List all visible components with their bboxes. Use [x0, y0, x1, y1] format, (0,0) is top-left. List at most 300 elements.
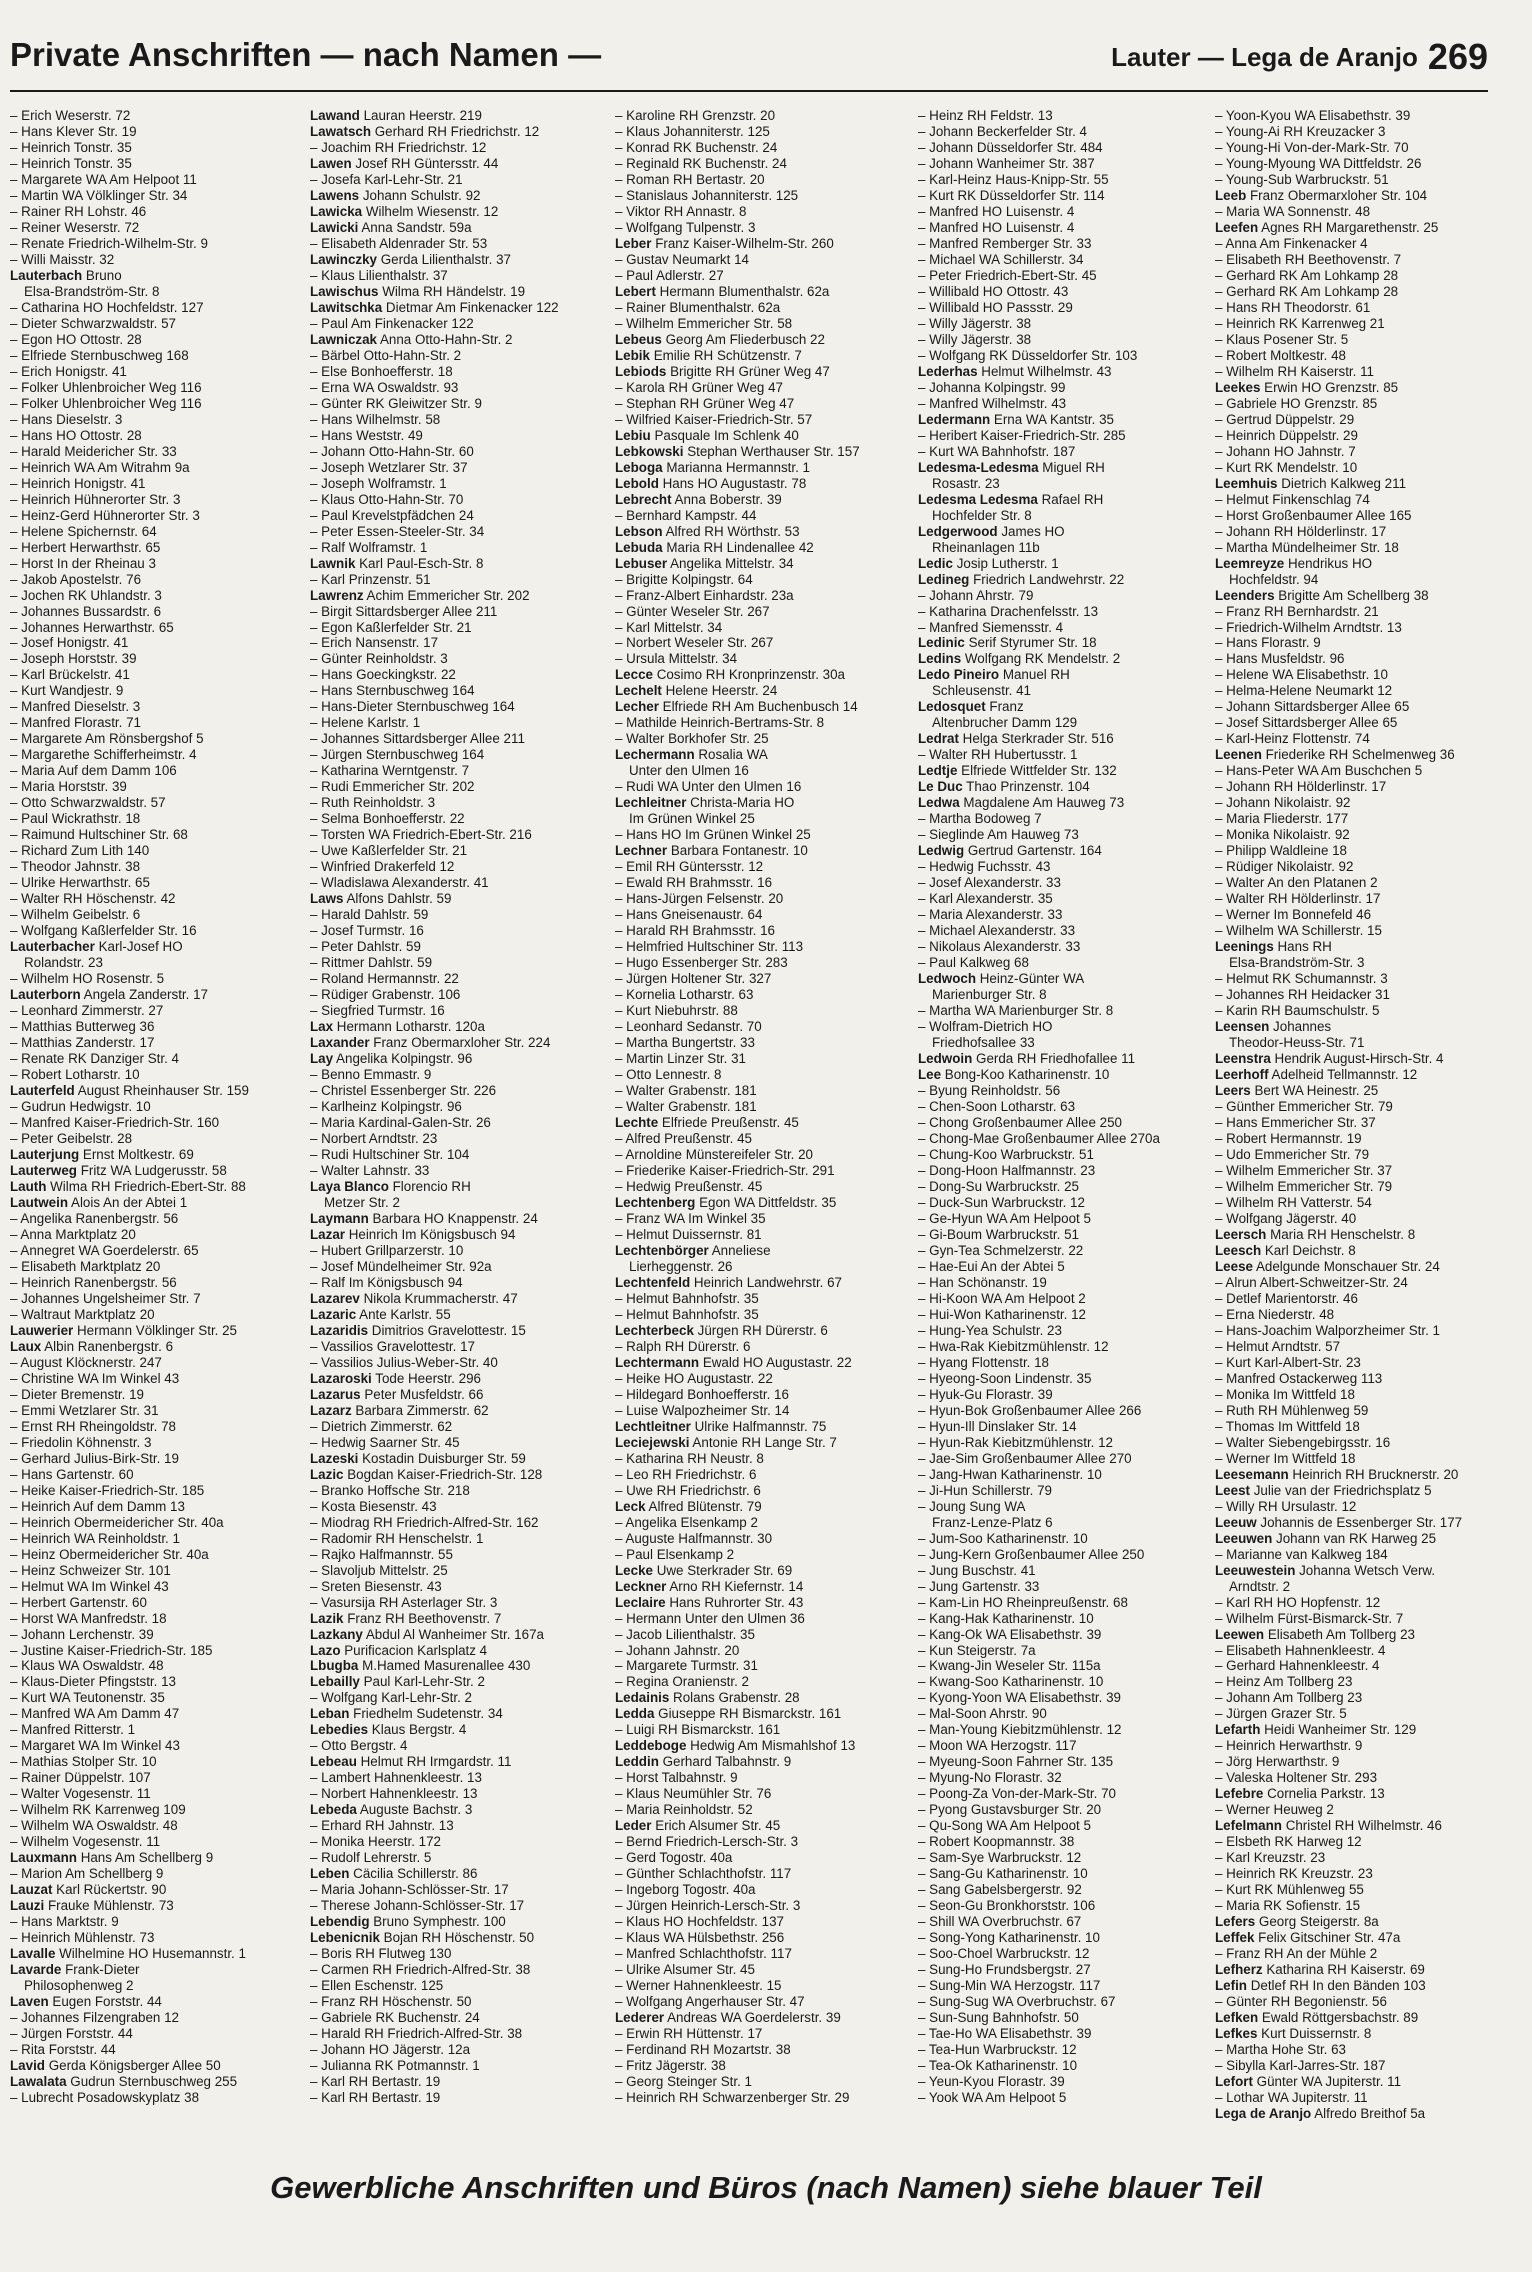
- directory-entry: Leenings Hans RH: [1215, 939, 1332, 955]
- directory-entry: – Margarete WA Am Helpoot 11: [10, 171, 197, 187]
- directory-entry: Lebeau Helmut RH Irmgardstr. 11: [310, 1754, 512, 1770]
- directory-entry: – Maria Kardinal-Galen-Str. 26: [310, 1115, 491, 1131]
- directory-entry: – Elsbeth RK Harweg 12: [1215, 1834, 1362, 1850]
- directory-entry: – Helmut Arndtstr. 57: [1215, 1338, 1341, 1354]
- directory-entry: Lauterbacher Karl-Josef HO: [10, 939, 183, 955]
- directory-entry: Lavid Gerda Königsberger Allee 50: [10, 2058, 221, 2074]
- directory-entry: Lauterjung Ernst Moltkestr. 69: [10, 1146, 194, 1162]
- directory-entry: Lazo Purificacion Karlsplatz 4: [310, 1642, 488, 1658]
- directory-entry: – Ursula Mittelstr. 34: [615, 651, 738, 667]
- directory-entry: – Benno Emmastr. 9: [310, 1067, 432, 1083]
- directory-entry: Ledwoin Gerda RH Friedhofallee 11: [918, 1051, 1136, 1067]
- directory-entry: – Hyun-Rak Kiebitzmühlenstr. 12: [918, 1434, 1114, 1450]
- entry-surname: Lebrecht: [615, 491, 672, 507]
- entry-surname: Lauterbach: [10, 267, 83, 283]
- directory-entry: – Johann Jahnstr. 20: [615, 1642, 740, 1658]
- directory-entry: Lazaroski Tode Heerstr. 296: [310, 1370, 481, 1386]
- entry-surname: Leddin: [615, 1754, 659, 1770]
- directory-entry: – Harald Meidericher Str. 33: [10, 443, 177, 459]
- directory-entry: – Martha Hohe Str. 63: [1215, 2042, 1347, 2058]
- directory-entry: – Gudrun Hedwigstr. 10: [10, 1099, 151, 1115]
- directory-entry: – Johann Düsseldorfer Str. 484: [918, 139, 1103, 155]
- directory-entry: Rheinanlagen 11b: [932, 539, 1040, 555]
- directory-entry: – Kang-Ok WA Elisabethstr. 39: [918, 1626, 1102, 1642]
- directory-entry: Lebiu Pasquale Im Schlenk 40: [615, 427, 799, 443]
- directory-entry: – Folker Uhlenbroicher Weg 116: [10, 379, 202, 395]
- directory-entry: – Hans Dieselstr. 3: [10, 411, 123, 427]
- directory-entry: – Manfred Ostackerweg 113: [1215, 1370, 1383, 1386]
- directory-entry: – Gerhard Julius-Birk-Str. 19: [10, 1450, 179, 1466]
- directory-entry: – Johann Ahrstr. 79: [918, 587, 1034, 603]
- entry-surname: Lechtenfeld: [615, 1274, 691, 1290]
- directory-entry: – Christine WA Im Winkel 43: [10, 1370, 180, 1386]
- entry-surname: Lauzat: [10, 1882, 53, 1898]
- directory-entry: – Johann RH Hölderlinstr. 17: [1215, 523, 1387, 539]
- entry-surname: Leenders: [1215, 587, 1275, 603]
- entry-surname: Lebson: [615, 523, 663, 539]
- directory-entry: – Slavoljub Mittelstr. 25: [310, 1562, 448, 1578]
- directory-entry: – Johannes Filzengraben 12: [10, 2010, 179, 2026]
- directory-entry: – Helmut Bahnhofstr. 35: [615, 1290, 759, 1306]
- entry-surname: Laws: [310, 891, 344, 907]
- directory-entry: – Alfred Preußenstr. 45: [615, 1131, 752, 1146]
- directory-entry: – Rainer RH Lohstr. 46: [10, 203, 147, 219]
- directory-entry: – Johannes Sittardsberger Allee 211: [310, 731, 525, 747]
- directory-entry: – Erna Niederstr. 48: [1215, 1306, 1335, 1322]
- directory-entry: – Auguste Halfmannstr. 30: [615, 1530, 773, 1546]
- directory-entry: – Siegfried Turmstr. 16: [310, 1003, 445, 1019]
- directory-entry: – Heinrich Hühnerorter Str. 3: [10, 491, 181, 507]
- directory-entry: – Margaret WA Im Winkel 43: [10, 1738, 180, 1754]
- directory-entry: Lebik Emilie RH Schützenstr. 7: [615, 347, 802, 363]
- directory-entry: – Paul Kalkweg 68: [918, 955, 1029, 971]
- directory-entry: Lawen Josef RH Güntersstr. 44: [310, 155, 499, 171]
- entry-surname: Lebenicnik: [310, 1930, 380, 1946]
- directory-entry: – Helmut Finkenschlag 74: [1215, 491, 1370, 507]
- directory-entry: – Brigitte Kolpingstr. 64: [615, 571, 753, 587]
- directory-entry: – Otto Lennestr. 8: [615, 1067, 722, 1083]
- directory-entry: – Margarete Turmstr. 31: [615, 1658, 758, 1674]
- entry-surname: Leest: [1215, 1482, 1250, 1498]
- directory-entry: – Karl-Heinz Flottenstr. 74: [1215, 731, 1370, 747]
- directory-entry: – Karl RH HO Hopfenstr. 12: [1215, 1594, 1381, 1610]
- entry-surname: Lawischus: [310, 283, 379, 299]
- directory-entry: – Manfred Ritterstr. 1: [10, 1722, 136, 1738]
- directory-entry: Leers Bert WA Heinestr. 25: [1215, 1083, 1379, 1099]
- directory-entry: – Gabriele HO Grenzstr. 85: [1215, 395, 1378, 411]
- directory-entry: – Jochen RK Uhlandstr. 3: [10, 587, 162, 603]
- directory-entry: – Arnoldine Münstereifeler Str. 20: [615, 1146, 813, 1162]
- directory-entry: – Johanna Kolpingstr. 99: [918, 379, 1066, 395]
- entry-surname: Lauwerier: [10, 1322, 74, 1338]
- entry-surname: Lebuda: [615, 539, 663, 555]
- directory-entry: – Ralf Wolframstr. 1: [310, 539, 428, 555]
- entry-surname: Lauterweg: [10, 1162, 77, 1178]
- directory-entry: – Katharina RH Neustr. 8: [615, 1450, 764, 1466]
- directory-entry: – Vassilios Julius-Weber-Str. 40: [310, 1354, 498, 1370]
- entry-surname: Lechermann: [615, 747, 695, 763]
- directory-entry: – Rudolf Lehrerstr. 5: [310, 1850, 432, 1866]
- directory-entry: – Valeska Holtener Str. 293: [1215, 1770, 1378, 1786]
- directory-entry: – Walter Borkhofer Str. 25: [615, 731, 769, 747]
- directory-entry: – Manfred HO Luisenstr. 4: [918, 203, 1075, 219]
- entry-surname: Lavarde: [10, 1962, 62, 1978]
- directory-entry: Lefken Ewald Röttgersbachstr. 89: [1215, 2010, 1419, 2026]
- directory-entry: – Willi Maisstr. 32: [10, 251, 115, 267]
- directory-entry: – Helmfried Hultschiner Str. 113: [615, 939, 804, 955]
- directory-entry: Lawicka Wilhelm Wiesenstr. 12: [310, 203, 499, 219]
- entry-surname: Lechterbeck: [615, 1322, 694, 1338]
- directory-entry: – Walter Lahnstr. 33: [310, 1162, 430, 1178]
- directory-entry: Lazarz Barbara Zimmerstr. 62: [310, 1402, 489, 1418]
- directory-entry: – Margarete Am Rönsbergshof 5: [10, 731, 204, 747]
- directory-entry: – Heinrich Obermeidericher Str. 40a: [10, 1514, 224, 1530]
- directory-entry: – Hans Gartenstr. 60: [10, 1466, 134, 1482]
- directory-entry: – Otto Bergstr. 4: [310, 1738, 408, 1754]
- entry-surname: Lechtenbörger: [615, 1242, 709, 1258]
- directory-entry: Lazic Bogdan Kaiser-Friedrich-Str. 128: [310, 1466, 543, 1482]
- directory-entry: – Stephan RH Grüner Weg 47: [615, 395, 795, 411]
- entry-surname: Lawalata: [10, 2074, 67, 2090]
- directory-entry: Ledgerwood James HO: [918, 523, 1065, 539]
- directory-entry: – Erna WA Oswaldstr. 93: [310, 379, 459, 395]
- directory-entry: Ledwig Gertrud Gartenstr. 164: [918, 843, 1102, 859]
- directory-entry: Lebert Hermann Blumenthalstr. 62a: [615, 283, 830, 299]
- directory-entry: – Paul Adlerstr. 27: [615, 267, 724, 283]
- directory-entry: Lawalata Gudrun Sternbuschweg 255: [10, 2074, 238, 2090]
- directory-entry: – Lambert Hahnenkleestr. 13: [310, 1770, 482, 1786]
- directory-entry: – Walter An den Platanen 2: [1215, 875, 1378, 891]
- entry-surname: Lebailly: [310, 1674, 360, 1690]
- directory-column-3: [615, 108, 913, 2138]
- directory-entry: – Roman RH Bertastr. 20: [615, 171, 765, 187]
- directory-entry: – Helma-Helene Neumarkt 12: [1215, 683, 1393, 699]
- directory-entry: – Elisabeth Marktplatz 20: [10, 1258, 161, 1274]
- entry-surname: Leemhuis: [1215, 475, 1278, 491]
- directory-entry: Leese Adelgunde Monschauer Str. 24: [1215, 1258, 1440, 1274]
- directory-entry: – Heinrich RH Schwarzenberger Str. 29: [615, 2090, 850, 2106]
- directory-entry: – Anna Am Finkenacker 4: [1215, 235, 1368, 251]
- directory-entry: – Ruth Reinholdstr. 3: [310, 795, 436, 811]
- directory-entry: – Hermann Unter den Ulmen 36: [615, 1610, 805, 1626]
- entry-surname: Lax: [310, 1019, 334, 1035]
- entry-surname: Leber: [615, 235, 652, 251]
- directory-entry: – Ge-Hyun WA Am Helpoot 5: [918, 1210, 1091, 1226]
- directory-entry: – Tae-Ho WA Elisabethstr. 39: [918, 2026, 1092, 2042]
- directory-entry: – Rudi Hultschiner Str. 104: [310, 1146, 470, 1162]
- directory-entry: – Manfred Schlachthofstr. 117: [615, 1946, 792, 1962]
- directory-entry: – Willibald HO Ottostr. 43: [918, 283, 1069, 299]
- directory-entry: – Heinrich WA Reinholdstr. 1: [10, 1530, 180, 1546]
- directory-entry: – Rüdiger Nikolaistr. 92: [1215, 859, 1354, 875]
- directory-entry: Ledainis Rolans Grabenstr. 28: [615, 1690, 800, 1706]
- directory-entry: – Ellen Eschenstr. 125: [310, 1978, 444, 1994]
- directory-entry: – Emil RH Güntersstr. 12: [615, 859, 764, 875]
- directory-entry: – Hans Gneisenaustr. 64: [615, 907, 763, 923]
- directory-entry: – Klaus-Dieter Pfingststr. 13: [10, 1674, 176, 1690]
- directory-entry: – Yook WA Am Helpoot 5: [918, 2090, 1067, 2106]
- entry-surname: Lauzi: [10, 1898, 45, 1914]
- directory-entry: Ledwa Magdalene Am Hauweg 73: [918, 795, 1125, 811]
- directory-entry: – Heinz RH Feldstr. 13: [918, 108, 1053, 123]
- directory-entry: – Poong-Za Von-der-Mark-Str. 70: [918, 1786, 1116, 1802]
- directory-entry: Laymann Barbara HO Knappenstr. 24: [310, 1210, 538, 1226]
- directory-entry: – Moon WA Herzogstr. 117: [918, 1738, 1077, 1754]
- directory-entry: – Marianne van Kalkweg 184: [1215, 1546, 1388, 1562]
- directory-entry: – Hildegard Bonhoefferstr. 16: [615, 1386, 789, 1402]
- directory-entry: – Maria Johann-Schlösser-Str. 17: [310, 1882, 509, 1898]
- directory-entry: – Willibald HO Passstr. 29: [918, 299, 1073, 315]
- directory-entry: Leeuwestein Johanna Wetsch Verw.: [1215, 1562, 1436, 1578]
- directory-entry: – Peter Friedrich-Ebert-Str. 45: [918, 267, 1097, 283]
- directory-entry: – Kurt Wandjestr. 9: [10, 683, 124, 699]
- directory-entry: Lawitschka Dietmar Am Finkenacker 122: [310, 299, 559, 315]
- directory-entry: Friedhofsallee 33: [932, 1035, 1035, 1051]
- directory-entry: Lebson Alfred RH Wörthstr. 53: [615, 523, 800, 539]
- directory-entry: – Young-Myoung WA Dittfeldstr. 26: [1215, 155, 1422, 171]
- directory-entry: Lbugba M.Hamed Masurenallee 430: [310, 1658, 531, 1674]
- entry-surname: Lazaridis: [310, 1322, 369, 1338]
- directory-entry: – Günther Schlachthofstr. 117: [615, 1866, 792, 1882]
- directory-entry: Leddeboge Hedwig Am Mismahlshof 13: [615, 1738, 856, 1754]
- directory-entry: Lechterbeck Jürgen RH Dürerstr. 6: [615, 1322, 828, 1338]
- directory-entry: – Harald RH Brahmsstr. 16: [615, 923, 776, 939]
- entry-surname: Lefin: [1215, 1978, 1247, 1994]
- entry-surname: Leck: [615, 1498, 646, 1514]
- directory-entry: Lebiods Brigitte RH Grüner Weg 47: [615, 363, 830, 379]
- entry-surname: Ledwoin: [918, 1051, 973, 1067]
- directory-entry: Lazarev Nikola Krummacherstr. 47: [310, 1290, 518, 1306]
- directory-entry: – Heinz Schweizer Str. 101: [10, 1562, 171, 1578]
- entry-surname: Lebiu: [615, 427, 651, 443]
- directory-entry: – Jae-Sim Großenbaumer Allee 270: [918, 1450, 1132, 1466]
- directory-entry: Ledo Pineiro Manuel RH: [918, 667, 1070, 683]
- directory-entry: Lazik Franz RH Beethovenstr. 7: [310, 1610, 502, 1626]
- entry-surname: Lawinczky: [310, 251, 377, 267]
- directory-entry: – Thomas Im Wittfeld 18: [1215, 1418, 1360, 1434]
- entry-surname: Lefarth: [1215, 1722, 1261, 1738]
- directory-column-5: [1215, 108, 1515, 2138]
- directory-entry: – Josefa Karl-Lehr-Str. 21: [310, 171, 463, 187]
- directory-entry: – Wilhelm RH Kaiserstr. 11: [1215, 363, 1374, 379]
- directory-entry: – Karl RH Bertastr. 19: [310, 2074, 441, 2090]
- directory-entry: Lazaric Ante Karlstr. 55: [310, 1306, 451, 1322]
- directory-entry: – Song-Yong Katharinenstr. 10: [918, 1930, 1100, 1946]
- directory-entry: – Hans HO Ottostr. 28: [10, 427, 142, 443]
- entry-surname: Lebendig: [310, 1914, 370, 1930]
- directory-entry: – Günter RK Gleiwitzer Str. 9: [310, 395, 482, 411]
- directory-entry: – Jürgen Heinrich-Lersch-Str. 3: [615, 1898, 801, 1914]
- directory-entry: Leensen Johannes: [1215, 1019, 1332, 1035]
- directory-entry: Lazar Heinrich Im Königsbusch 94: [310, 1226, 516, 1242]
- directory-entry: – Rainer Düppelstr. 107: [10, 1770, 151, 1786]
- directory-entry: Lauzat Karl Rückertstr. 90: [10, 1882, 167, 1898]
- directory-entry: – Hedwig Saarner Str. 45: [310, 1434, 460, 1450]
- directory-entry: – Emmi Wetzlarer Str. 31: [10, 1402, 159, 1418]
- directory-entry: – Josef Honigstr. 41: [10, 635, 129, 651]
- entry-surname: Leeb: [1215, 187, 1247, 203]
- directory-entry: Leekes Erwin HO Grenzstr. 85: [1215, 379, 1399, 395]
- directory-entry: – Hans Klever Str. 19: [10, 123, 137, 139]
- directory-entry: – Erich Nansenstr. 17: [310, 635, 439, 651]
- entry-surname: Lederer: [615, 2010, 665, 2026]
- directory-entry: Ledermann Erna WA Kantstr. 35: [918, 411, 1114, 427]
- entry-surname: Lazik: [310, 1610, 344, 1626]
- directory-entry: – Jürgen Forststr. 44: [10, 2026, 133, 2042]
- entry-surname: Lautwein: [10, 1194, 69, 1210]
- directory-entry: – Anna Marktplatz 20: [10, 1226, 136, 1242]
- directory-entry: – Heike HO Augustastr. 22: [615, 1370, 773, 1386]
- directory-entry: – Rudi Emmericher Str. 202: [310, 779, 475, 795]
- directory-entry: – Raimund Hultschiner Str. 68: [10, 827, 188, 843]
- directory-entry: – Katharina Werntgenstr. 7: [310, 763, 470, 779]
- directory-entry: – Kurt RK Mendelstr. 10: [1215, 459, 1358, 475]
- entry-surname: Lawen: [310, 155, 352, 171]
- directory-entry: – Monika Nikolaistr. 92: [1215, 827, 1350, 843]
- directory-entry: Lechleitner Christa-Maria HO: [615, 795, 795, 811]
- directory-entry: – Wilhelm Fürst-Bismarck-Str. 7: [1215, 1610, 1404, 1626]
- directory-entry: – Josef Turmstr. 16: [310, 923, 424, 939]
- directory-entry: – Harald Dahlstr. 59: [310, 907, 429, 923]
- directory-entry: Lebenicnik Bojan RH Höschenstr. 50: [310, 1930, 535, 1946]
- directory-entry: – Elfriede Sternbuschweg 168: [10, 347, 189, 363]
- directory-entry: – Klaus HO Hochfeldstr. 137: [615, 1914, 784, 1930]
- entry-surname: Lefken: [1215, 2010, 1259, 2026]
- directory-entry: – Manfred Florastr. 71: [10, 715, 141, 731]
- directory-entry: Lechtleitner Ulrike Halfmannstr. 75: [615, 1418, 827, 1434]
- section-title: Private Anschriften — nach Namen —: [10, 36, 602, 73]
- directory-entry: – Maria Auf dem Damm 106: [10, 763, 177, 779]
- directory-entry: – Hyeong-Soon Lindenstr. 35: [918, 1370, 1092, 1386]
- directory-entry: – Branko Hoffsche Str. 218: [310, 1482, 470, 1498]
- directory-entry: – Rainer Blumenthalstr. 62a: [615, 299, 781, 315]
- directory-entry: – Johann RH Hölderlinstr. 17: [1215, 779, 1387, 795]
- directory-entry: – Johannes Ungelsheimer Str. 7: [10, 1290, 201, 1306]
- entry-surname: Lazarz: [310, 1402, 352, 1418]
- directory-entry: Ledins Wolfgang RK Mendelstr. 2: [918, 651, 1121, 667]
- directory-entry: – Franz RH Höschenstr. 50: [310, 1994, 472, 2010]
- directory-entry: – Johannes Herwarthstr. 65: [10, 619, 174, 635]
- directory-entry: Lefarth Heidi Wanheimer Str. 129: [1215, 1722, 1417, 1738]
- entry-surname: Ledwoch: [918, 971, 977, 987]
- directory-entry: – Hui-Won Katharinenstr. 12: [918, 1306, 1086, 1322]
- directory-entry: – Hans HO Im Grünen Winkel 25: [615, 827, 811, 843]
- directory-entry: – Robert Koopmannstr. 38: [918, 1834, 1075, 1850]
- directory-entry: – Tea-Hun Warbruckstr. 12: [918, 2042, 1077, 2058]
- directory-column-1: [10, 108, 308, 2138]
- directory-entry: – Chen-Soon Lotharstr. 63: [918, 1099, 1076, 1115]
- directory-entry: – Helene Karlstr. 1: [310, 715, 421, 731]
- directory-entry: – Luigi RH Bismarckstr. 161: [615, 1722, 781, 1738]
- directory-entry: – Kurt RK Düsseldorfer Str. 114: [918, 187, 1105, 203]
- entry-surname: Leefen: [1215, 219, 1259, 235]
- directory-entry: Leciejewski Antonie RH Lange Str. 7: [615, 1434, 837, 1450]
- directory-entry: – Kornelia Lotharstr. 63: [615, 987, 754, 1003]
- directory-entry: – Vasursija RH Asterlager Str. 3: [310, 1594, 498, 1610]
- entry-surname: Lebeda: [310, 1802, 357, 1818]
- directory-entry: – Franz RH An der Mühle 2: [1215, 1946, 1378, 1962]
- directory-entry: Laya Blanco Florencio RH: [310, 1178, 471, 1194]
- entry-surname: Lederhas: [918, 363, 978, 379]
- entry-surname: Laux: [10, 1338, 42, 1354]
- directory-entry: – Miodrag RH Friedrich-Alfred-Str. 162: [310, 1514, 539, 1530]
- directory-entry: – Gyn-Tea Schmelzerstr. 22: [918, 1242, 1084, 1258]
- directory-entry: – Josef Mündelheimer Str. 92a: [310, 1258, 492, 1274]
- directory-entry: – Heike Kaiser-Friedrich-Str. 185: [10, 1482, 205, 1498]
- directory-entry: Lefherz Katharina RH Kaiserstr. 69: [1215, 1962, 1425, 1978]
- entry-surname: Leenings: [1215, 939, 1274, 955]
- directory-entry: – Wolfgang RK Düsseldorfer Str. 103: [918, 347, 1138, 363]
- directory-entry: Arndtstr. 2: [1229, 1578, 1291, 1594]
- entry-surname: Lavalle: [10, 1946, 56, 1962]
- entry-surname: Lebuser: [615, 555, 668, 571]
- directory-entry: – Kosta Biesenstr. 43: [310, 1498, 437, 1514]
- entry-surname: Lechner: [615, 843, 668, 859]
- directory-entry: – Sung-Min WA Herzogstr. 117: [918, 1978, 1101, 1994]
- entry-surname: Lauxmann: [10, 1850, 77, 1866]
- entry-surname: Leciejewski: [615, 1434, 690, 1450]
- directory-entry: – Pyong Gustavsburger Str. 20: [918, 1802, 1102, 1818]
- entry-surname: Leers: [1215, 1083, 1251, 1099]
- directory-entry: – Hans Weststr. 49: [310, 427, 423, 443]
- directory-entry: – Hans RH Theodorstr. 61: [1215, 299, 1371, 315]
- directory-entry: – Torsten WA Friedrich-Ebert-Str. 216: [310, 827, 532, 843]
- directory-entry: – Lothar WA Jupiterstr. 11: [1215, 2090, 1368, 2106]
- directory-entry: Lawrenz Achim Emmericher Str. 202: [310, 587, 530, 603]
- entry-surname: Lecke: [615, 1562, 653, 1578]
- entry-surname: Lawicka: [310, 203, 363, 219]
- directory-entry: Lee Bong-Koo Katharinenstr. 10: [918, 1067, 1110, 1083]
- directory-entry: – Gerhard RK Am Lohkamp 28: [1215, 283, 1399, 299]
- directory-entry: – Kam-Lin HO Rheinpreußenstr. 68: [918, 1594, 1128, 1610]
- directory-entry: Lecce Cosimo RH Kronprinzenstr. 30a: [615, 667, 845, 683]
- entry-surname: Lauterjung: [10, 1146, 80, 1162]
- entry-surname: Ledwa: [918, 795, 960, 811]
- entry-surname: Lecher: [615, 699, 659, 715]
- directory-entry: – Catharina HO Hochfeldstr. 127: [10, 299, 204, 315]
- directory-entry: Philosophenweg 2: [24, 1978, 134, 1994]
- entry-surname: Ledrat: [918, 731, 959, 747]
- directory-entry: – Maria WA Sonnenstr. 48: [1215, 203, 1371, 219]
- directory-entry: Lauterborn Angela Zanderstr. 17: [10, 987, 208, 1003]
- directory-entry: – Kurt Niebuhrstr. 88: [615, 1003, 738, 1019]
- directory-entry: – Leonhard Zimmerstr. 27: [10, 1003, 164, 1019]
- directory-entry: – Josef Alexanderstr. 33: [918, 875, 1061, 891]
- directory-entry: – Heinrich RK Kreuzstr. 23: [1215, 1866, 1373, 1882]
- entry-surname: Leboga: [615, 459, 663, 475]
- entry-surname: Leclaire: [615, 1594, 666, 1610]
- entry-surname: Ledainis: [615, 1690, 670, 1706]
- entry-surname: Lefort: [1215, 2074, 1253, 2090]
- directory-entry: – Karola RH Grüner Weg 47: [615, 379, 783, 395]
- directory-entry: Lebeus Georg Am Fliederbusch 22: [615, 331, 825, 347]
- directory-entry: – Hyun-Ill Dinslaker Str. 14: [918, 1418, 1077, 1434]
- entry-surname: Lazar: [310, 1226, 345, 1242]
- directory-entry: – Wolfgang Angerhauser Str. 47: [615, 1994, 805, 2010]
- directory-entry: – Angelika Ranenbergstr. 56: [10, 1210, 179, 1226]
- directory-entry: – Yoon-Kyou WA Elisabethstr. 39: [1215, 108, 1411, 123]
- directory-entry: – Soo-Choel Warbruckstr. 12: [918, 1946, 1090, 1962]
- directory-entry: – Hans-Peter WA Am Buschchen 5: [1215, 763, 1423, 779]
- directory-entry: – Friedrich-Wilhelm Arndtstr. 13: [1215, 619, 1402, 635]
- entry-surname: Leemreyze: [1215, 555, 1285, 571]
- directory-entry: – Kang-Hak Katharinenstr. 10: [918, 1610, 1094, 1626]
- directory-entry: Elsa-Brandström-Str. 3: [1229, 955, 1365, 971]
- directory-entry: – Hans Emmericher Str. 37: [1215, 1115, 1376, 1131]
- directory-entry: – Seon-Gu Bronkhorststr. 106: [918, 1898, 1096, 1914]
- entry-surname: Lawniczak: [310, 331, 377, 347]
- directory-entry: – Uwe RH Friedrichstr. 6: [615, 1482, 761, 1498]
